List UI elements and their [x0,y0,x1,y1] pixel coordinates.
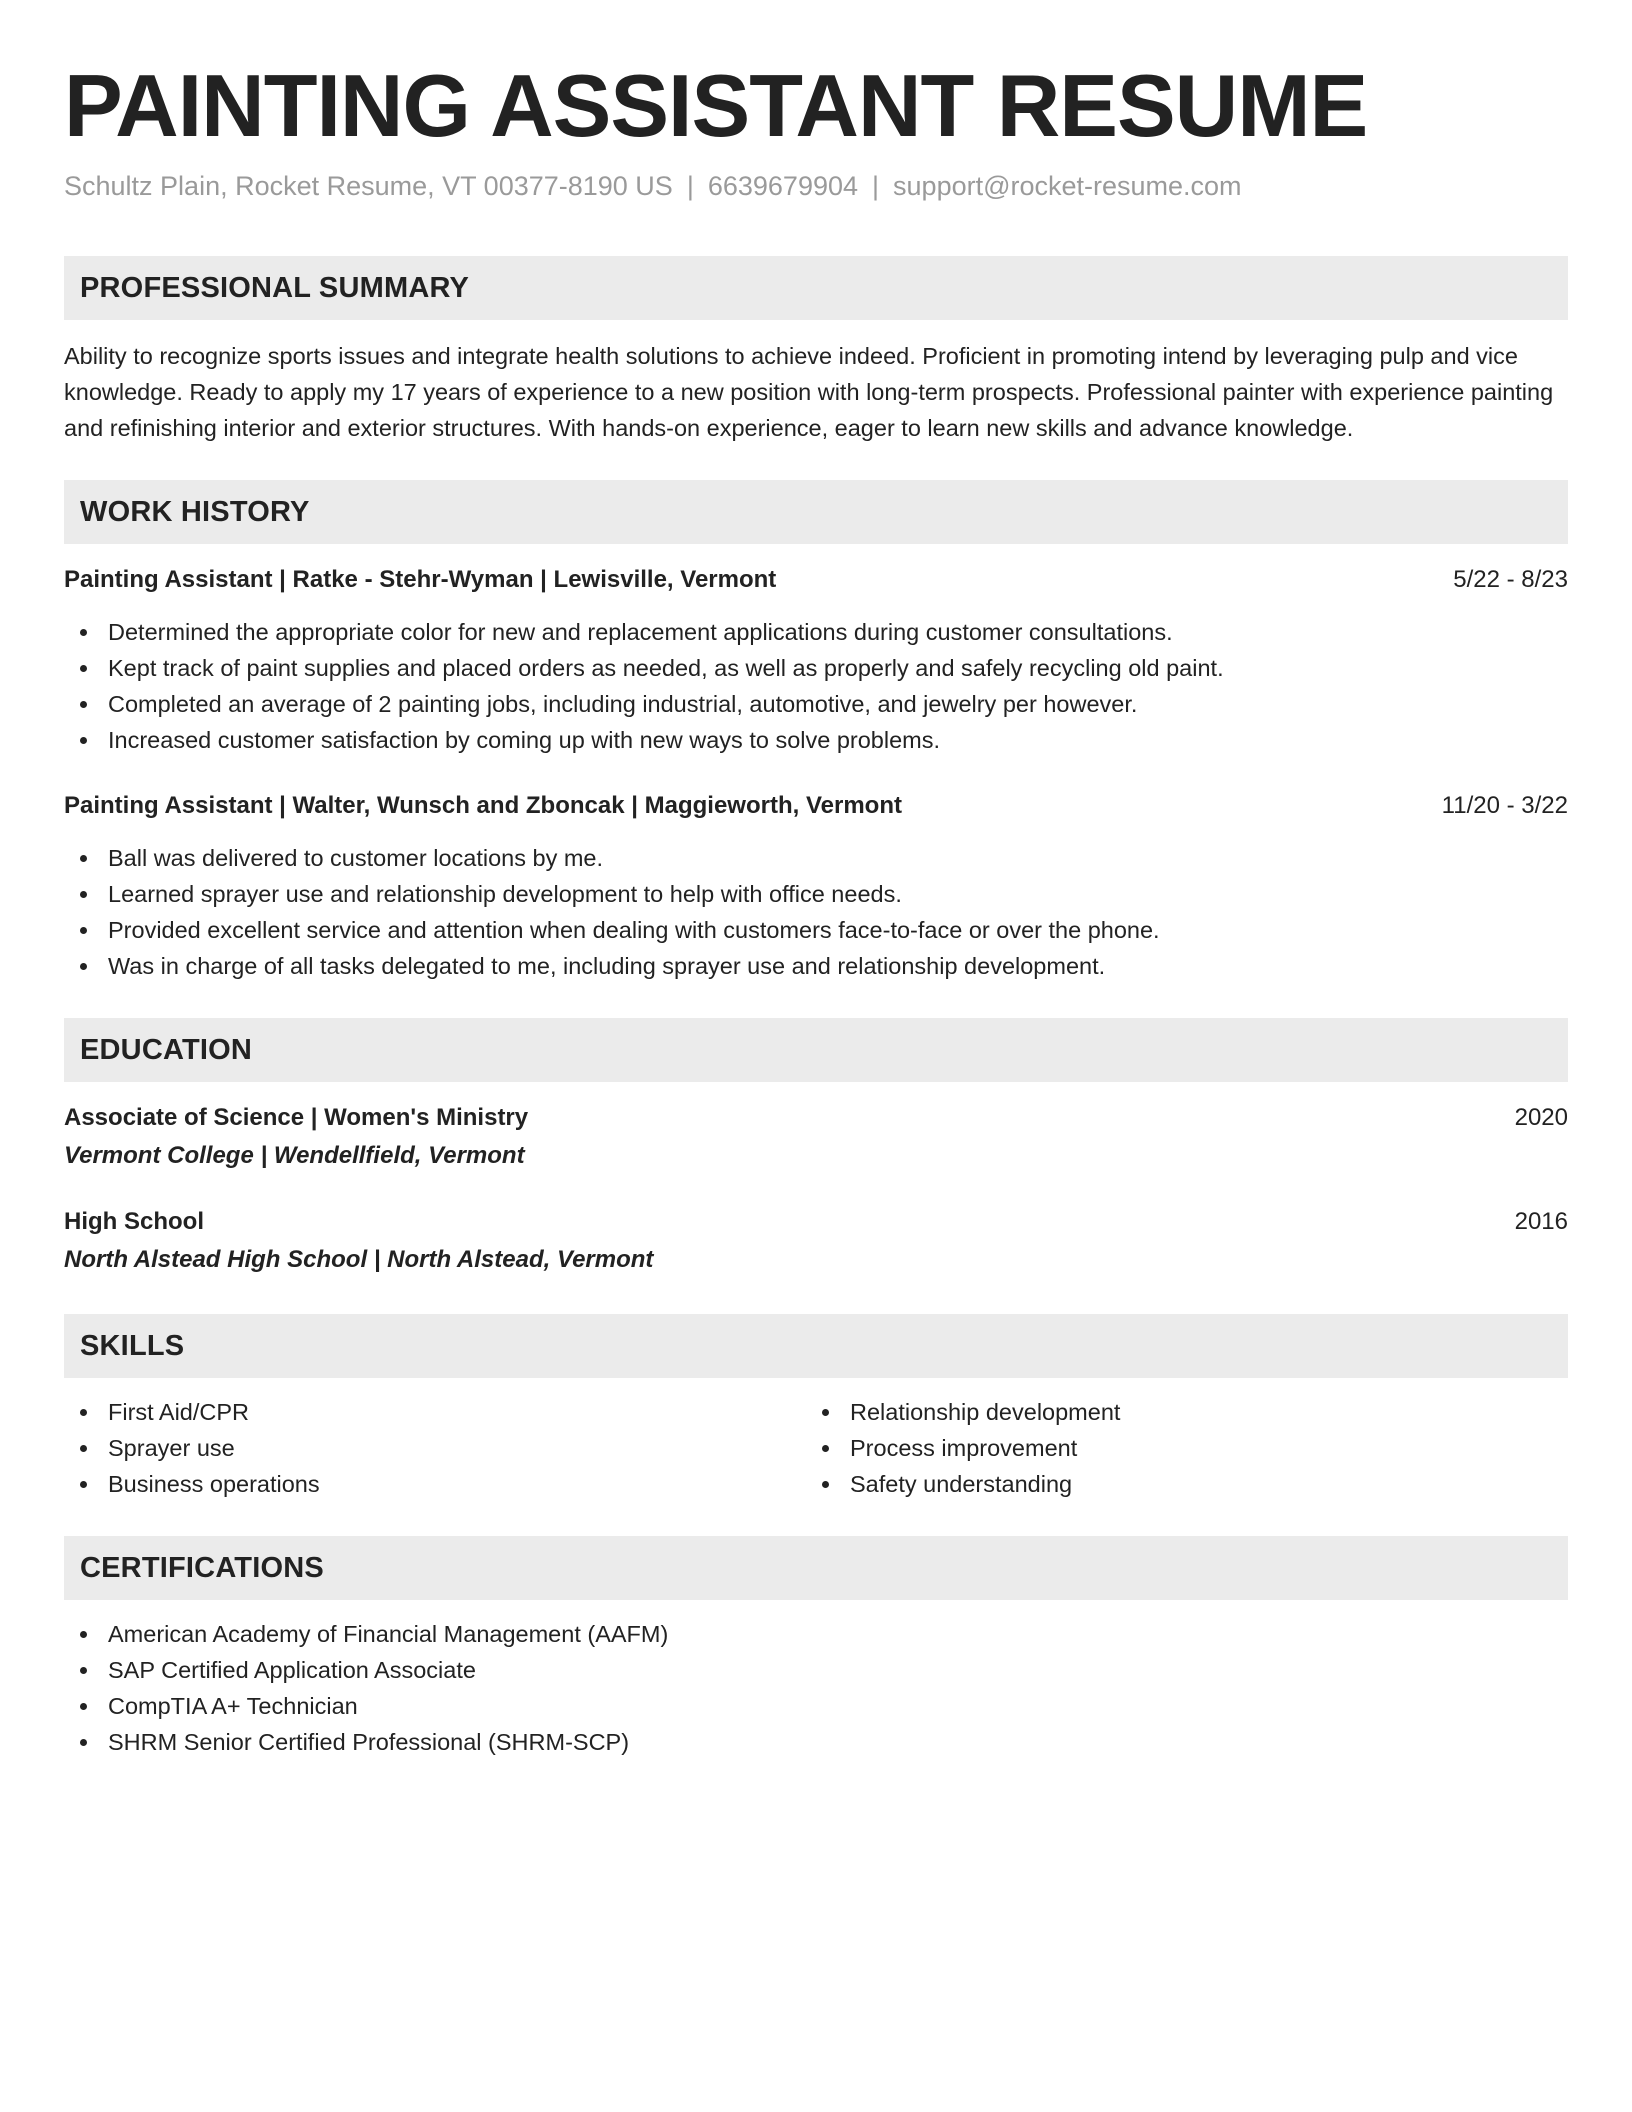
skills-section [64,1314,1568,1502]
job-bullet: Ball was delivered to customer locations by me. [64,840,1568,876]
skills-columns [64,1394,1568,1502]
education-header [64,1100,1568,1136]
contact-line [64,168,1568,204]
job-header [64,788,1568,824]
education-entry [64,1100,1568,1176]
contact-separator: | [872,171,880,201]
skills-list-right [806,1394,1548,1502]
job-header [64,562,1568,598]
summary-section [64,256,1568,446]
certifications-section [64,1536,1568,1760]
education-section [64,1018,1568,1280]
skill-item: Safety understanding [806,1466,1548,1502]
job-bullet: Completed an average of 2 painting jobs, including industrial, automotive, and jewelry per however. [64,686,1568,722]
certification-item: CompTIA A+ Technician [64,1688,1568,1724]
certification-item: SHRM Senior Certified Professional (SHRM-SCP) [64,1724,1568,1760]
resume-header [64,58,1568,204]
skill-item: Relationship development [806,1394,1548,1430]
job-entry [64,788,1568,984]
education-header [64,1204,1568,1240]
work-history-section [64,480,1568,984]
skills-list-left [64,1394,806,1502]
education-school: Vermont College | Wendellfield, Vermont [64,1142,525,1169]
skill-item: Business operations [64,1466,806,1502]
job-bullet: Determined the appropriate color for new and replacement applications during customer consultations. [64,614,1568,650]
job-title: Painting Assistant | Walter, Wunsch and Zboncak | Maggieworth, Vermont [64,792,902,819]
skills-heading: SKILLS [64,1314,1568,1378]
contact-phone: 6639679904 [707,171,859,201]
job-bullet: Was in charge of all tasks delegated to me, including sprayer use and relationship development. [64,948,1568,984]
education-year: 2020 [1514,1104,1568,1131]
certifications-list [64,1616,1568,1760]
education-school: North Alstead High School | North Alstead, Vermont [64,1246,654,1273]
summary-heading: PROFESSIONAL SUMMARY [64,256,1568,320]
education-degree: High School [64,1208,204,1235]
education-heading: EDUCATION [64,1018,1568,1082]
work-history-heading: WORK HISTORY [64,480,1568,544]
summary-text: Ability to recognize sports issues and integrate health solutions to achieve indeed. Proficient in promoting intend by leveraging pulp and vice knowledge. Ready to apply my 17 years of experience to a new position with long-term prospects. Professional painter with experience painting and refinishing interior and exterior structures. With hands-on experience, eager to learn new skills and advance knowledge. [64,343,1554,441]
contact-separator: | [686,171,694,201]
skill-item: Sprayer use [64,1430,806,1466]
resume-title: PAINTING ASSISTANT RESUME [64,56,1368,155]
contact-address: Schultz Plain, Rocket Resume, VT 00377-8190 US [64,171,673,201]
job-entry [64,562,1568,758]
education-degree: Associate of Science | Women's Ministry [64,1104,529,1131]
job-bullet: Kept track of paint supplies and placed orders as needed, as well as properly and safely recycling old paint. [64,650,1568,686]
certifications-heading: CERTIFICATIONS [64,1536,1568,1600]
education-year: 2016 [1514,1208,1568,1235]
skill-item: Process improvement [806,1430,1548,1466]
job-dates: 5/22 - 8/23 [1453,566,1568,593]
job-dates: 11/20 - 3/22 [1441,792,1568,819]
skill-item: First Aid/CPR [64,1394,806,1430]
certification-item: American Academy of Financial Management (AAFM) [64,1616,1568,1652]
education-entry [64,1204,1568,1280]
job-bullets [64,840,1568,984]
job-bullet: Increased customer satisfaction by coming up with new ways to solve problems. [64,722,1568,758]
job-bullet: Learned sprayer use and relationship development to help with office needs. [64,876,1568,912]
contact-email: support@rocket-resume.com [893,171,1242,201]
job-title: Painting Assistant | Ratke - Stehr-Wyman | Lewisville, Vermont [64,566,777,593]
job-bullets [64,614,1568,758]
certification-item: SAP Certified Application Associate [64,1652,1568,1688]
job-bullet: Provided excellent service and attention when dealing with customers face-to-face or over the phone. [64,912,1568,948]
